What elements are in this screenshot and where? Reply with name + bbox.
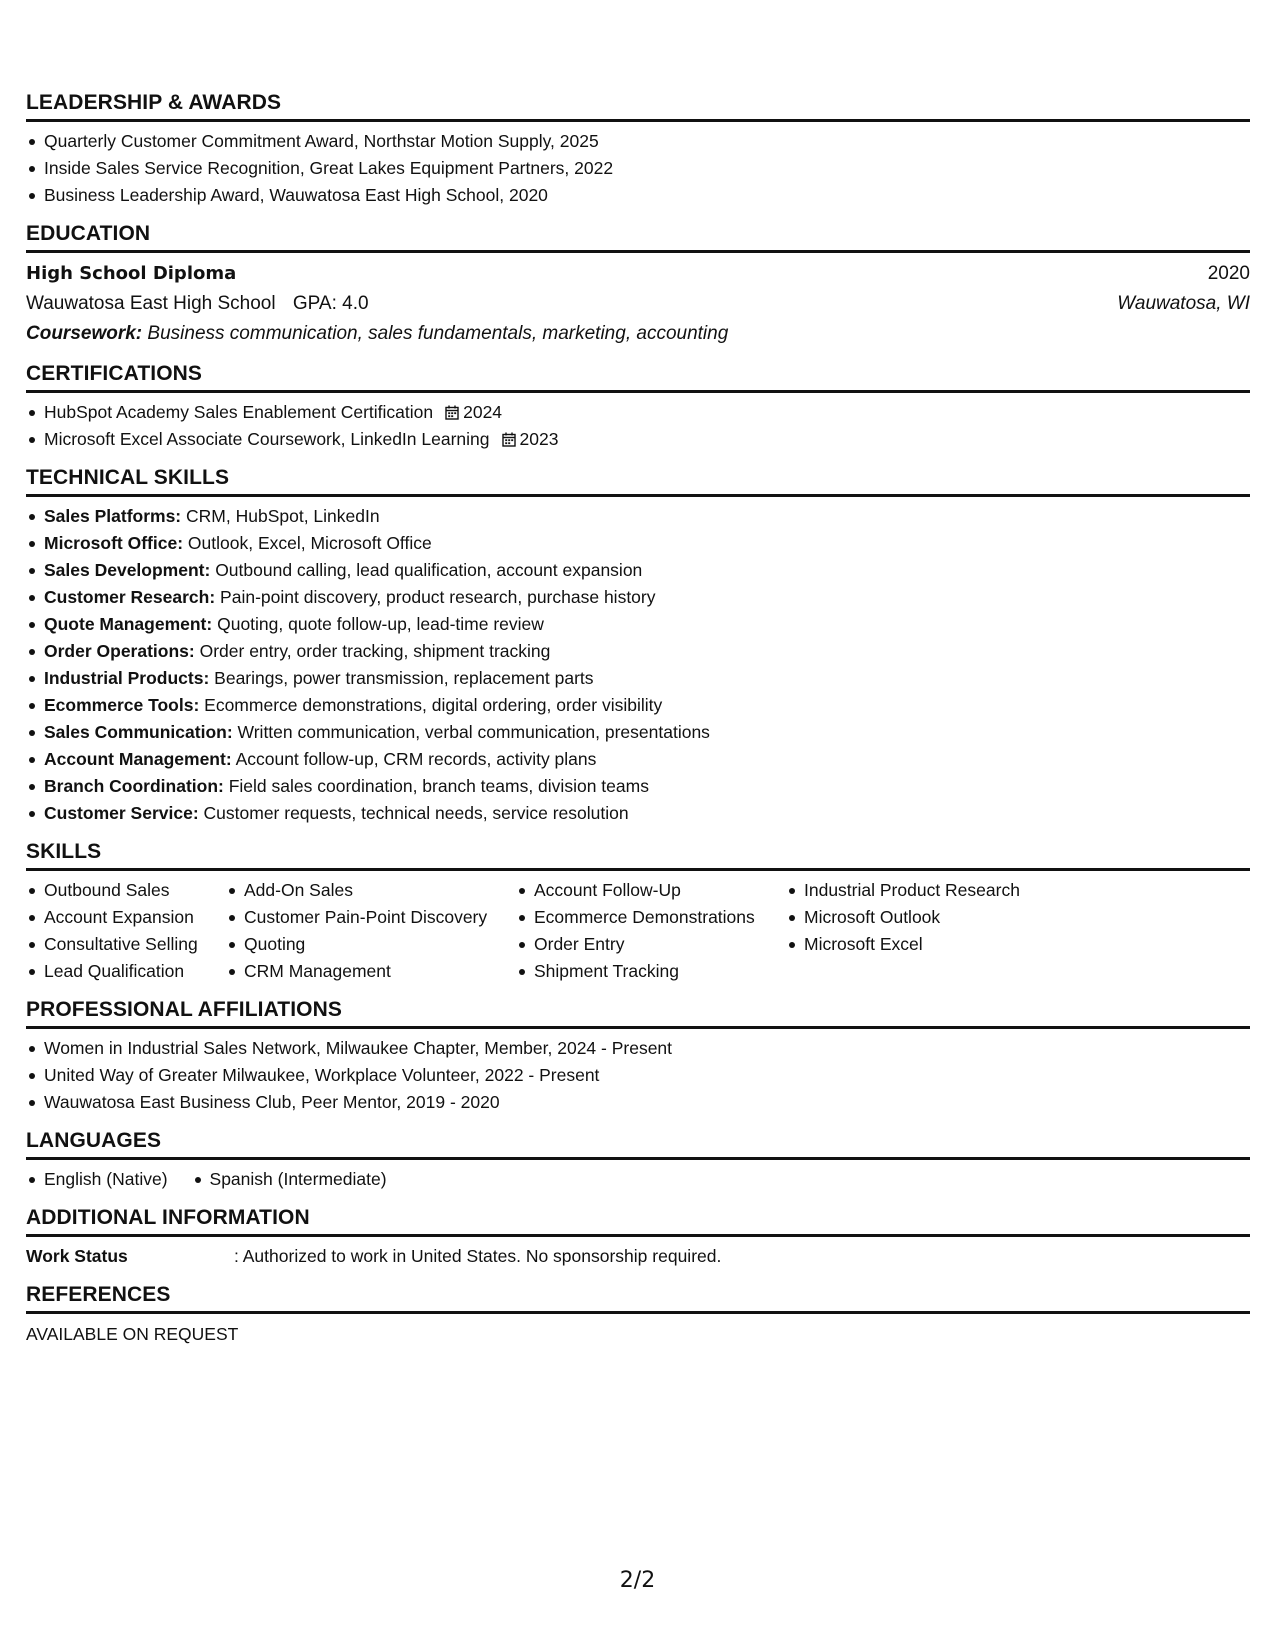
coursework-text: Business communication, sales fundamentals, marketing, accounting — [147, 323, 729, 344]
skill-category: Customer Service: — [44, 803, 199, 823]
page-number: 2/2 — [619, 1568, 656, 1593]
certifications-list — [26, 399, 1250, 453]
list-item — [26, 584, 1250, 611]
list-item: Account Expansion — [26, 904, 226, 931]
list-item: Consultative Selling — [26, 931, 226, 958]
list-item: Microsoft Outlook — [786, 904, 1086, 931]
skills-section — [26, 839, 1250, 985]
list-item: Ecommerce Demonstrations — [516, 904, 786, 931]
skill-values: Field sales coordination, branch teams, division teams — [228, 776, 649, 796]
list-item: Microsoft Excel — [786, 931, 1086, 958]
skill-category: Account Management: — [44, 749, 232, 769]
list-item: CRM Management — [226, 958, 516, 985]
technical-skills-list — [26, 503, 1250, 827]
school-name: Wauwatosa East High School — [26, 293, 276, 314]
skill-category: Order Operations: — [44, 641, 195, 661]
languages-list — [26, 1166, 1250, 1193]
certification-name: HubSpot Academy Sales Enablement Certification — [44, 402, 434, 422]
section-title-references: REFERENCES — [26, 1282, 1250, 1314]
skill-values: Outlook, Excel, Microsoft Office — [187, 533, 432, 553]
list-item: Spanish (Intermediate) — [192, 1166, 387, 1193]
section-title-skills: SKILLS — [26, 839, 1250, 871]
references-section — [26, 1282, 1250, 1348]
list-item: Quoting — [226, 931, 516, 958]
list-item — [26, 665, 1250, 692]
graduation-year: 2020 — [1207, 263, 1250, 284]
languages-section — [26, 1128, 1250, 1193]
list-item: Order Entry — [516, 931, 786, 958]
list-item: Inside Sales Service Recognition, Great Lakes Equipment Partners, 2022 — [26, 155, 1250, 182]
skill-values: CRM, HubSpot, LinkedIn — [186, 506, 380, 526]
list-item — [26, 692, 1250, 719]
coursework-label: Coursework: — [26, 323, 143, 344]
list-item — [26, 800, 1250, 827]
section-title-education: EDUCATION — [26, 221, 1250, 253]
list-item — [26, 746, 1250, 773]
list-item — [26, 638, 1250, 665]
skill-values: Quoting, quote follow-up, lead-time review — [217, 614, 544, 634]
section-title-affiliations: PROFESSIONAL AFFILIATIONS — [26, 997, 1250, 1029]
skill-category: Sales Platforms: — [44, 506, 182, 526]
skills-column — [516, 877, 786, 985]
list-item — [26, 426, 1250, 453]
skill-values: Customer requests, technical needs, service resolution — [203, 803, 629, 823]
school-location: Wauwatosa, WI — [1117, 293, 1250, 314]
work-status-row — [26, 1243, 1250, 1270]
certification-year: 2024 — [463, 402, 503, 422]
list-item: Business Leadership Award, Wauwatosa East High School, 2020 — [26, 182, 1250, 209]
skills-grid — [26, 877, 1250, 985]
skill-values: Bearings, power transmission, replacement parts — [214, 668, 594, 688]
skill-values: Ecommerce demonstrations, digital ordering, order visibility — [204, 695, 663, 715]
affiliations-section — [26, 997, 1250, 1116]
skills-column — [26, 877, 226, 985]
list-item: English (Native) — [26, 1166, 168, 1193]
calendar-icon — [445, 405, 459, 420]
list-item: Outbound Sales — [26, 877, 226, 904]
section-title-certifications: CERTIFICATIONS — [26, 361, 1250, 393]
skill-values: Written communication, verbal communication, presentations — [237, 722, 710, 742]
leadership-list — [26, 128, 1250, 209]
additional-info-section — [26, 1205, 1250, 1270]
leadership-section — [26, 90, 1250, 209]
skill-category: Quote Management: — [44, 614, 213, 634]
list-item: Industrial Product Research — [786, 877, 1086, 904]
list-item — [26, 557, 1250, 584]
list-item — [26, 719, 1250, 746]
gpa: GPA: 4.0 — [292, 293, 369, 314]
education-section — [26, 221, 1250, 349]
work-status-label: Work Status — [26, 1246, 128, 1266]
list-item: Account Follow-Up — [516, 877, 786, 904]
list-item: Lead Qualification — [26, 958, 226, 985]
work-status-value: : Authorized to work in United States. No sponsorship required. — [234, 1246, 722, 1266]
list-item: Customer Pain-Point Discovery — [226, 904, 516, 931]
list-item: United Way of Greater Milwaukee, Workplace Volunteer, 2022 - Present — [26, 1062, 1250, 1089]
certifications-section — [26, 361, 1250, 453]
section-title-languages: LANGUAGES — [26, 1128, 1250, 1160]
list-item — [26, 530, 1250, 557]
skills-column — [786, 877, 1086, 985]
list-item — [26, 399, 1250, 426]
skill-category: Industrial Products: — [44, 668, 210, 688]
list-item: Add-On Sales — [226, 877, 516, 904]
skill-category: Customer Research: — [44, 587, 216, 607]
skill-values: Order entry, order tracking, shipment tracking — [199, 641, 551, 661]
list-item — [26, 773, 1250, 800]
section-title-technical-skills: TECHNICAL SKILLS — [26, 465, 1250, 497]
references-text: AVAILABLE ON REQUEST — [26, 1324, 239, 1344]
list-item — [26, 611, 1250, 638]
education-degree-row — [26, 259, 1250, 289]
coursework-row — [26, 319, 1250, 349]
certification-name: Microsoft Excel Associate Coursework, LinkedIn Learning — [44, 429, 490, 449]
skill-values: Account follow-up, CRM records, activity plans — [235, 749, 597, 769]
skill-category: Microsoft Office: — [44, 533, 184, 553]
list-item: Shipment Tracking — [516, 958, 786, 985]
list-item: Women in Industrial Sales Network, Milwaukee Chapter, Member, 2024 - Present — [26, 1035, 1250, 1062]
skill-category: Sales Development: — [44, 560, 211, 580]
calendar-icon — [502, 432, 516, 447]
skill-values: Pain-point discovery, product research, purchase history — [220, 587, 656, 607]
skill-category: Branch Coordination: — [44, 776, 224, 796]
certification-year: 2023 — [519, 429, 559, 449]
list-item — [26, 503, 1250, 530]
skill-category: Ecommerce Tools: — [44, 695, 200, 715]
skills-column — [226, 877, 516, 985]
section-title-leadership: LEADERSHIP & AWARDS — [26, 90, 1250, 122]
affiliations-list — [26, 1035, 1250, 1116]
education-school-row — [26, 289, 1250, 319]
skill-category: Sales Communication: — [44, 722, 233, 742]
list-item: Quarterly Customer Commitment Award, Northstar Motion Supply, 2025 — [26, 128, 1250, 155]
list-item: Wauwatosa East Business Club, Peer Mentor, 2019 - 2020 — [26, 1089, 1250, 1116]
section-title-additional-info: ADDITIONAL INFORMATION — [26, 1205, 1250, 1237]
degree: High School Diploma — [26, 263, 237, 284]
resume-page — [26, 90, 1250, 1360]
technical-skills-section — [26, 465, 1250, 827]
skill-values: Outbound calling, lead qualification, account expansion — [215, 560, 643, 580]
